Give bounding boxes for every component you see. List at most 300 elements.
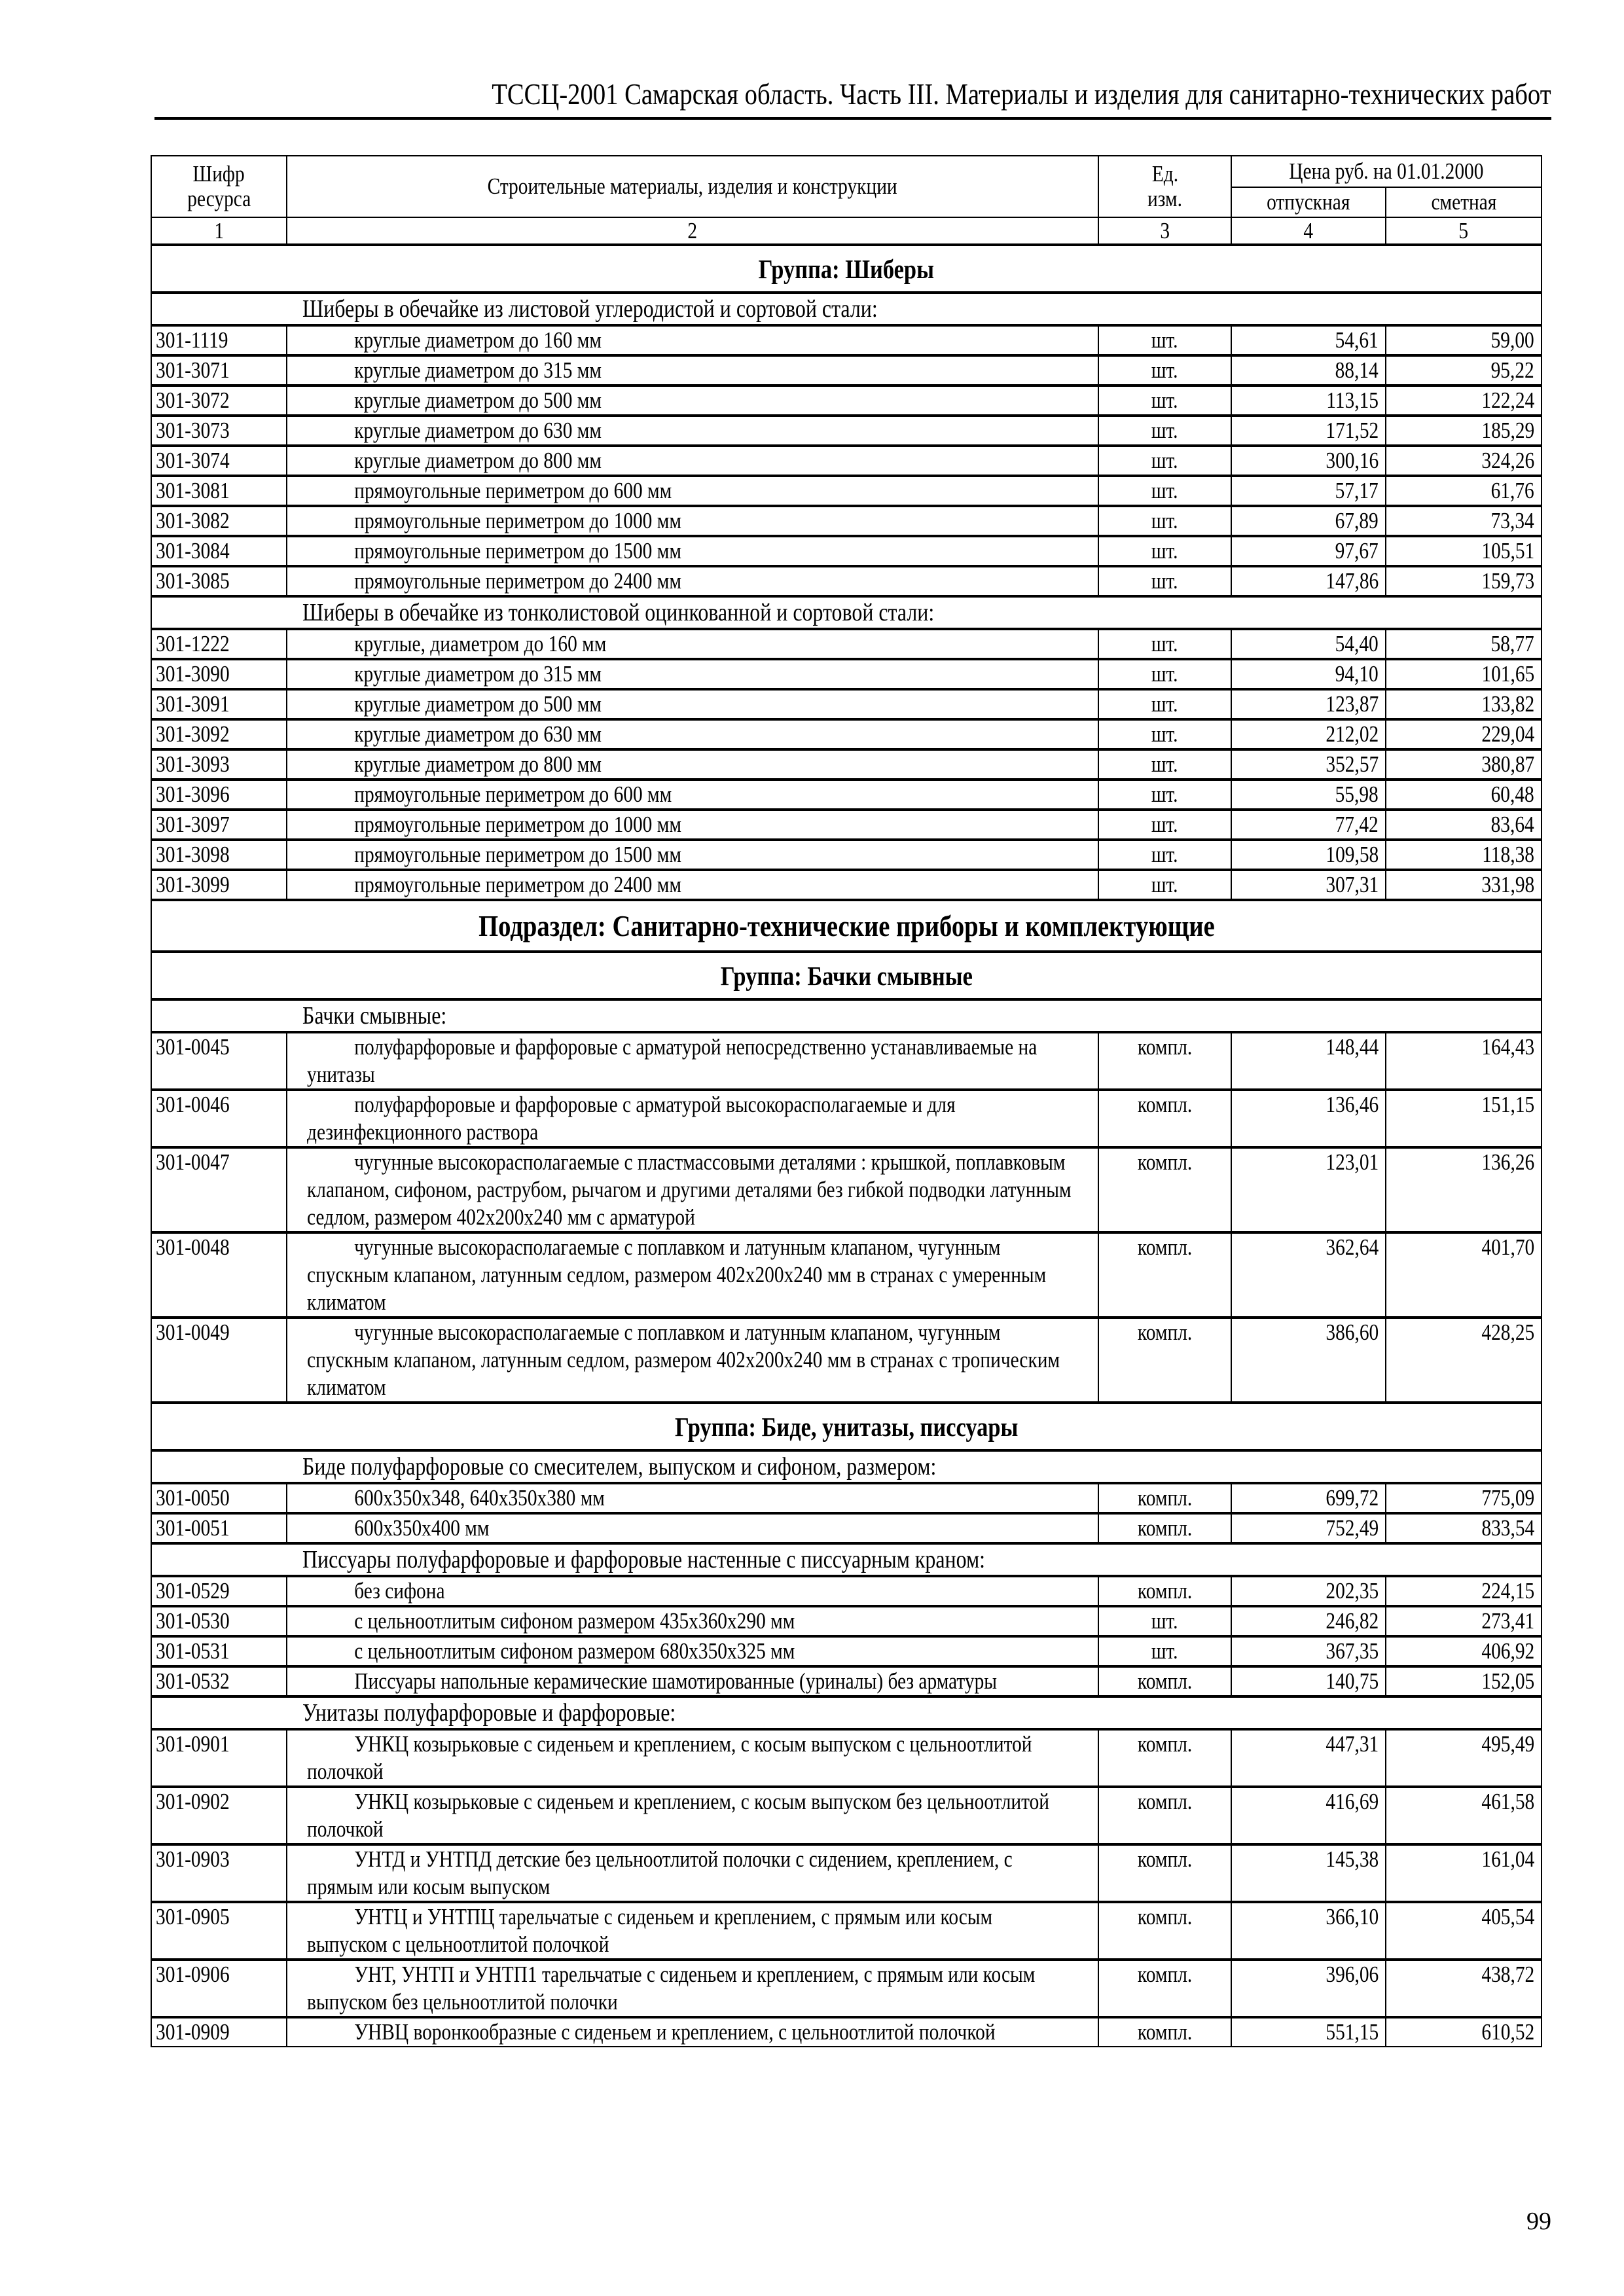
material-name-cell	[287, 1090, 1098, 1147]
price-estimate-cell-text: 438,72	[1481, 1962, 1535, 1987]
resource-code-cell-text: 301-0045	[156, 1034, 230, 1060]
table-row	[151, 355, 1542, 386]
unit-cell	[1098, 416, 1231, 446]
price-estimate-cell-text: 461,58	[1481, 1789, 1535, 1814]
table-row	[151, 1902, 1542, 1960]
material-name: без сифона	[354, 1578, 445, 1604]
unit-cell-text: компл.	[1137, 1319, 1193, 1345]
material-name: 600х350х348, 640х350х380 мм	[354, 1485, 605, 1511]
price-estimate-cell-text: 428,25	[1481, 1319, 1535, 1345]
header-unit	[1098, 156, 1231, 217]
unit-cell-text: шт.	[1151, 781, 1178, 807]
unit-cell	[1098, 446, 1231, 476]
table-row	[151, 416, 1542, 446]
price-estimate-cell-text: 151,15	[1481, 1092, 1535, 1117]
subgroup-title: Унитазы полуфарфоровые и фарфоровые:	[302, 1699, 676, 1727]
unit-cell	[1098, 780, 1231, 810]
resource-code-cell	[151, 536, 287, 566]
material-name-cell	[287, 1606, 1098, 1636]
unit-cell-text: шт.	[1151, 357, 1178, 383]
unit-cell-text: компл.	[1137, 1668, 1193, 1694]
table-row	[151, 536, 1542, 566]
price-release-cell	[1231, 416, 1386, 446]
table-row	[151, 2017, 1542, 2047]
material-name: прямоугольные периметром до 1000 мм	[354, 812, 681, 837]
table-row	[151, 1513, 1542, 1543]
price-estimate-cell	[1386, 536, 1542, 566]
material-name-wrapper	[307, 660, 1072, 688]
material-name-wrapper	[307, 537, 1072, 565]
resource-code-cell-text: 301-3081	[156, 478, 230, 503]
table-row	[151, 325, 1542, 355]
price-estimate-cell-text: 224,15	[1481, 1578, 1535, 1604]
material-name-wrapper	[307, 871, 1072, 899]
material-name-cell	[287, 629, 1098, 659]
resource-code-cell	[151, 780, 287, 810]
material-name-cell	[287, 1666, 1098, 1696]
unit-cell-text: шт.	[1151, 418, 1178, 443]
resource-code-cell	[151, 1729, 287, 1787]
page-number: 99	[1526, 2208, 1551, 2235]
material-name: круглые диаметром до 500 мм	[354, 387, 602, 413]
unit-cell	[1098, 1090, 1231, 1147]
table-row	[151, 719, 1542, 749]
price-release-cell	[1231, 840, 1386, 870]
unit-cell	[1098, 1606, 1231, 1636]
column-number-label: 5	[1458, 217, 1469, 243]
material-name-wrapper	[307, 1668, 1072, 1695]
price-estimate-cell	[1386, 566, 1542, 596]
unit-cell	[1098, 1902, 1231, 1960]
table-row	[151, 810, 1542, 840]
column-number-label: 2	[687, 217, 698, 243]
group-title: Группа: Шиберы	[758, 253, 935, 284]
price-release-cell	[1231, 1787, 1386, 1844]
price-release-cell	[1231, 1090, 1386, 1147]
price-estimate-cell	[1386, 416, 1542, 446]
unit-cell-text: шт.	[1151, 448, 1178, 473]
resource-code-cell	[151, 810, 287, 840]
table-row	[151, 1787, 1542, 1844]
group-header-row	[151, 1403, 1542, 1450]
price-release-cell-text: 88,14	[1335, 357, 1379, 383]
header-price-release-label: отпускная	[1267, 189, 1350, 215]
price-release-cell	[1231, 446, 1386, 476]
price-release-cell	[1231, 476, 1386, 506]
price-release-cell-text: 202,35	[1326, 1578, 1379, 1604]
material-name: с цельноотлитым сифоном размером 435х360х290 мм	[354, 1608, 795, 1634]
material-name-cell	[287, 446, 1098, 476]
unit-cell-text: шт.	[1151, 327, 1178, 353]
column-number-label: 3	[1160, 217, 1170, 243]
material-name: круглые диаметром до 315 мм	[354, 357, 602, 383]
resource-code-cell-text: 301-3093	[156, 751, 230, 777]
material-name-wrapper	[307, 327, 1072, 354]
subgroup-title: Бачки смывные:	[302, 1002, 447, 1030]
material-name-cell	[287, 870, 1098, 900]
subgroup-title-cell	[151, 293, 1542, 325]
resource-code-cell-text: 301-3099	[156, 872, 230, 897]
resource-code-cell-text: 301-1222	[156, 631, 230, 656]
column-number-label: 1	[214, 217, 224, 243]
material-name-cell	[287, 1318, 1098, 1403]
price-estimate-cell	[1386, 325, 1542, 355]
price-estimate-cell	[1386, 1636, 1542, 1666]
subgroup-title-cell	[151, 999, 1542, 1032]
price-release-cell	[1231, 719, 1386, 749]
unit-cell	[1098, 566, 1231, 596]
unit-cell-text: компл.	[1137, 1234, 1193, 1260]
material-name-wrapper	[307, 1149, 1072, 1231]
column-number	[287, 217, 1098, 245]
table-row	[151, 629, 1542, 659]
subgroup-header-row	[151, 999, 1542, 1032]
unit-cell	[1098, 870, 1231, 900]
resource-code-cell-text: 301-0529	[156, 1578, 230, 1604]
price-estimate-cell-text: 324,26	[1481, 448, 1535, 473]
price-estimate-cell-text: 118,38	[1482, 842, 1535, 867]
group-title-cell	[151, 952, 1542, 999]
price-release-cell-text: 212,02	[1326, 721, 1379, 747]
material-name-wrapper	[307, 1484, 1072, 1512]
price-estimate-cell	[1386, 476, 1542, 506]
material-name-cell	[287, 1787, 1098, 1844]
material-name: прямоугольные периметром до 600 мм	[354, 478, 672, 503]
table-row	[151, 1090, 1542, 1147]
resource-code-cell-text: 301-0048	[156, 1234, 230, 1260]
material-name: круглые, диаметром до 160 мм	[354, 631, 607, 656]
resource-code-cell	[151, 2017, 287, 2047]
price-estimate-cell	[1386, 659, 1542, 689]
price-release-cell-text: 416,69	[1326, 1789, 1379, 1814]
resource-code-cell-text: 301-0906	[156, 1962, 230, 1987]
price-estimate-cell	[1386, 1232, 1542, 1318]
resource-code-cell	[151, 355, 287, 386]
unit-cell	[1098, 1232, 1231, 1318]
header-price-estimate-label: сметная	[1431, 189, 1496, 215]
resource-code-cell-text: 301-0051	[156, 1515, 230, 1541]
resource-code-cell-text: 301-3096	[156, 781, 230, 807]
unit-cell-text: компл.	[1137, 1789, 1193, 1814]
subgroup-title-cell	[151, 1450, 1542, 1483]
price-estimate-cell	[1386, 355, 1542, 386]
material-name-wrapper	[307, 1638, 1072, 1665]
price-estimate-cell-text: 401,70	[1481, 1234, 1535, 1260]
material-name-wrapper	[307, 357, 1072, 384]
price-release-cell	[1231, 2017, 1386, 2047]
table-row	[151, 1844, 1542, 1902]
material-name-cell	[287, 1576, 1098, 1606]
unit-cell-text: шт.	[1151, 508, 1178, 533]
price-estimate-cell	[1386, 1902, 1542, 1960]
price-estimate-cell-text: 101,65	[1481, 661, 1535, 687]
unit-cell	[1098, 536, 1231, 566]
price-release-cell	[1231, 870, 1386, 900]
price-estimate-cell-text: 105,51	[1481, 538, 1535, 564]
unit-cell-text: шт.	[1151, 812, 1178, 837]
table-row	[151, 476, 1542, 506]
price-release-cell-text: 367,35	[1326, 1638, 1379, 1664]
resource-code-cell	[151, 659, 287, 689]
price-release-cell	[1231, 536, 1386, 566]
material-name-wrapper	[307, 2018, 1072, 2046]
material-name-wrapper	[307, 1788, 1072, 1843]
resource-code-cell	[151, 1606, 287, 1636]
group-title-cell	[151, 245, 1542, 293]
price-estimate-cell-text: 610,52	[1481, 2019, 1535, 2045]
resource-code-cell-text: 301-3085	[156, 568, 230, 594]
material-name-cell	[287, 506, 1098, 536]
price-estimate-cell	[1386, 1787, 1542, 1844]
price-release-cell	[1231, 566, 1386, 596]
table-row	[151, 386, 1542, 416]
material-name-wrapper	[307, 1515, 1072, 1542]
price-estimate-cell	[1386, 1960, 1542, 2017]
price-estimate-cell	[1386, 719, 1542, 749]
material-name: чугунные высокорасполагаемые с пластмассовыми деталями : крышкой, поплавковым клапаном, сифоном, раструбом, рычагом и другими деталями без гибкой подводки латунным седлом, размером 402х200х240 мм с арматурой	[307, 1149, 1072, 1230]
resource-code-cell-text: 301-3098	[156, 842, 230, 867]
material-name-wrapper	[307, 781, 1072, 808]
unit-cell	[1098, 1787, 1231, 1844]
unit-cell	[1098, 1576, 1231, 1606]
unit-cell-text: шт.	[1151, 387, 1178, 413]
material-name-wrapper	[307, 1903, 1072, 1958]
price-release-cell-text: 145,38	[1326, 1846, 1379, 1872]
material-name: Писсуары напольные керамические шамотированные (уриналы) без арматуры	[354, 1668, 998, 1694]
resource-code-cell-text: 301-0902	[156, 1789, 230, 1814]
resource-code-cell-text: 301-0047	[156, 1149, 230, 1175]
price-release-cell	[1231, 506, 1386, 536]
price-estimate-cell-text: 133,82	[1481, 691, 1535, 717]
column-number-label: 4	[1303, 217, 1314, 243]
unit-cell	[1098, 355, 1231, 386]
material-name: прямоугольные периметром до 1000 мм	[354, 508, 681, 533]
resource-code-cell	[151, 1960, 287, 2017]
table-row	[151, 1147, 1542, 1232]
resource-code-cell-text: 301-3090	[156, 661, 230, 687]
unit-cell	[1098, 1960, 1231, 2017]
subgroup-title-cell	[151, 1696, 1542, 1729]
header-name	[287, 156, 1098, 217]
price-release-cell-text: 307,31	[1326, 872, 1379, 897]
resource-code-cell	[151, 1902, 287, 1960]
material-name: круглые диаметром до 630 мм	[354, 418, 602, 443]
unit-cell	[1098, 1032, 1231, 1090]
material-name-cell	[287, 1232, 1098, 1318]
resource-code-cell-text: 301-3097	[156, 812, 230, 837]
material-name: круглые диаметром до 315 мм	[354, 661, 602, 687]
material-name: УНТЦ и УНТПЦ тарельчатые с сиденьем и креплением, с прямым или косым выпуском с цельноотлитой полочкой	[307, 1904, 993, 1957]
table-row	[151, 840, 1542, 870]
material-name-cell	[287, 1960, 1098, 2017]
price-estimate-cell-text: 159,73	[1481, 568, 1535, 594]
material-name-cell	[287, 1513, 1098, 1543]
price-estimate-cell	[1386, 840, 1542, 870]
material-name: УНВЦ воронкообразные с сиденьем и креплением, с цельноотлитой полочкой	[354, 2019, 996, 2045]
material-name: круглые диаметром до 800 мм	[354, 751, 602, 777]
material-name-cell	[287, 1483, 1098, 1513]
unit-cell-text: компл.	[1137, 1731, 1193, 1757]
resource-code-cell-text: 301-3092	[156, 721, 230, 747]
price-release-cell-text: 97,67	[1335, 538, 1379, 564]
subgroup-header-row	[151, 293, 1542, 325]
resource-code-cell	[151, 1232, 287, 1318]
price-release-cell	[1231, 1729, 1386, 1787]
material-name: чугунные высокорасполагаемые с поплавком и латунным клапаном, чугунным спускным клапаном, латунным седлом, размером 402х200х240 мм в странах с умеренным климатом	[307, 1234, 1047, 1315]
unit-cell	[1098, 476, 1231, 506]
material-name: чугунные высокорасполагаемые с поплавком и латунным клапаном, чугунным спускным клапаном, латунным седлом, размером 402х200х240 мм в странах с тропическим климатом	[307, 1319, 1060, 1400]
material-name: прямоугольные периметром до 2400 мм	[354, 872, 681, 897]
unit-cell-text: компл.	[1137, 1846, 1193, 1872]
resource-code-cell-text: 301-3091	[156, 691, 230, 717]
table-row	[151, 1576, 1542, 1606]
price-estimate-cell	[1386, 1844, 1542, 1902]
material-name-cell	[287, 840, 1098, 870]
price-release-cell-text: 94,10	[1335, 661, 1379, 687]
price-estimate-cell	[1386, 749, 1542, 780]
subgroup-header-row	[151, 1696, 1542, 1729]
price-estimate-cell	[1386, 386, 1542, 416]
subgroup-title: Шиберы в обечайке из тонколистовой оцинкованной и сортовой стали:	[302, 599, 935, 626]
price-release-cell	[1231, 355, 1386, 386]
material-name-cell	[287, 1032, 1098, 1090]
unit-cell-text: шт.	[1151, 751, 1178, 777]
material-name-wrapper	[307, 507, 1072, 535]
resource-code-cell-text: 301-0903	[156, 1846, 230, 1872]
material-name-cell	[287, 566, 1098, 596]
price-release-cell-text: 171,52	[1326, 418, 1379, 443]
price-release-cell-text: 396,06	[1326, 1962, 1379, 1987]
column-number	[1231, 217, 1386, 245]
price-estimate-cell	[1386, 1483, 1542, 1513]
material-name-wrapper	[307, 1961, 1072, 2016]
unit-cell-text: шт.	[1151, 1608, 1178, 1634]
material-name-wrapper	[307, 417, 1072, 444]
material-name-wrapper	[307, 1319, 1072, 1401]
resource-code-cell-text: 301-3084	[156, 538, 230, 564]
material-name-cell	[287, 536, 1098, 566]
price-estimate-cell	[1386, 810, 1542, 840]
resource-code-cell	[151, 1318, 287, 1403]
subgroup-title-cell	[151, 596, 1542, 629]
page-header	[154, 77, 1551, 111]
unit-cell	[1098, 749, 1231, 780]
price-table-body	[151, 245, 1542, 2047]
price-release-cell-text: 352,57	[1326, 751, 1379, 777]
table-row	[151, 870, 1542, 900]
price-release-cell-text: 77,42	[1335, 812, 1379, 837]
price-release-cell	[1231, 1844, 1386, 1902]
price-estimate-cell-text: 380,87	[1481, 751, 1535, 777]
price-release-cell	[1231, 1666, 1386, 1696]
subsection-title: Подраздел: Санитарно-технические приборы и комплектующие	[478, 909, 1215, 942]
resource-code-cell	[151, 719, 287, 749]
price-release-cell	[1231, 1636, 1386, 1666]
material-name-cell	[287, 689, 1098, 719]
material-name-cell	[287, 749, 1098, 780]
unit-cell-text: компл.	[1137, 1149, 1193, 1175]
header-unit-line2: изм.	[1147, 186, 1182, 211]
price-release-cell-text: 447,31	[1326, 1731, 1379, 1757]
subsection-header-row	[151, 900, 1542, 952]
price-release-cell	[1231, 1513, 1386, 1543]
price-release-cell-text: 54,40	[1335, 631, 1379, 656]
resource-code-cell	[151, 416, 287, 446]
material-name: УНТ, УНТП и УНТП1 тарельчатые с сиденьем и креплением, с прямым или косым выпуском без цельноотлитой полочки	[307, 1962, 1036, 2015]
column-number	[1386, 217, 1542, 245]
unit-cell-text: шт.	[1151, 842, 1178, 867]
unit-cell	[1098, 629, 1231, 659]
resource-code-cell-text: 301-3082	[156, 508, 230, 533]
price-estimate-cell	[1386, 1606, 1542, 1636]
price-release-cell	[1231, 1032, 1386, 1090]
table-row	[151, 1636, 1542, 1666]
price-estimate-cell-text: 122,24	[1481, 387, 1535, 413]
material-name-wrapper	[307, 1091, 1072, 1146]
unit-cell	[1098, 689, 1231, 719]
material-name-cell	[287, 810, 1098, 840]
price-release-cell	[1231, 780, 1386, 810]
price-release-cell	[1231, 1147, 1386, 1232]
price-estimate-cell	[1386, 1729, 1542, 1787]
resource-code-cell	[151, 506, 287, 536]
price-estimate-cell-text: 83,64	[1490, 812, 1535, 837]
resource-code-cell	[151, 566, 287, 596]
resource-code-cell	[151, 1032, 287, 1090]
price-release-cell-text: 55,98	[1335, 781, 1379, 807]
resource-code-cell-text: 301-1119	[156, 327, 228, 353]
material-name-wrapper	[307, 1607, 1072, 1635]
unit-cell-text: компл.	[1137, 2019, 1193, 2045]
material-name: круглые диаметром до 160 мм	[354, 327, 602, 353]
subgroup-header-row	[151, 1543, 1542, 1576]
unit-cell	[1098, 659, 1231, 689]
unit-cell-text: шт.	[1151, 721, 1178, 747]
table-row	[151, 1318, 1542, 1403]
resource-code-cell-text: 301-0049	[156, 1319, 230, 1345]
resource-code-cell	[151, 1636, 287, 1666]
unit-cell-text: компл.	[1137, 1034, 1193, 1060]
resource-code-cell	[151, 1090, 287, 1147]
header-code	[151, 156, 287, 217]
price-release-cell-text: 140,75	[1326, 1668, 1379, 1694]
material-name: полуфарфоровые и фарфоровые с арматурой высокорасполагаемые и для дезинфекционного раствора	[307, 1092, 956, 1145]
price-release-cell	[1231, 1902, 1386, 1960]
price-estimate-cell	[1386, 629, 1542, 659]
unit-cell-text: компл.	[1137, 1962, 1193, 1987]
resource-code-cell	[151, 870, 287, 900]
resource-code-cell-text: 301-0046	[156, 1092, 230, 1117]
resource-code-cell	[151, 1666, 287, 1696]
resource-code-cell-text: 301-0530	[156, 1608, 230, 1634]
unit-cell	[1098, 506, 1231, 536]
price-release-cell-text: 148,44	[1326, 1034, 1379, 1060]
material-name-cell	[287, 659, 1098, 689]
resource-code-cell	[151, 1513, 287, 1543]
price-release-cell-text: 123,87	[1326, 691, 1379, 717]
unit-cell-text: компл.	[1137, 1904, 1193, 1929]
resource-code-cell	[151, 325, 287, 355]
price-estimate-cell-text: 833,54	[1481, 1515, 1535, 1541]
subgroup-header-row	[151, 1450, 1542, 1483]
table-row	[151, 506, 1542, 536]
price-release-cell	[1231, 629, 1386, 659]
price-estimate-cell-text: 58,77	[1490, 631, 1535, 656]
material-name: круглые диаметром до 800 мм	[354, 448, 602, 473]
material-name-wrapper	[307, 1033, 1072, 1088]
table-row	[151, 689, 1542, 719]
unit-cell-text: шт.	[1151, 1638, 1178, 1664]
